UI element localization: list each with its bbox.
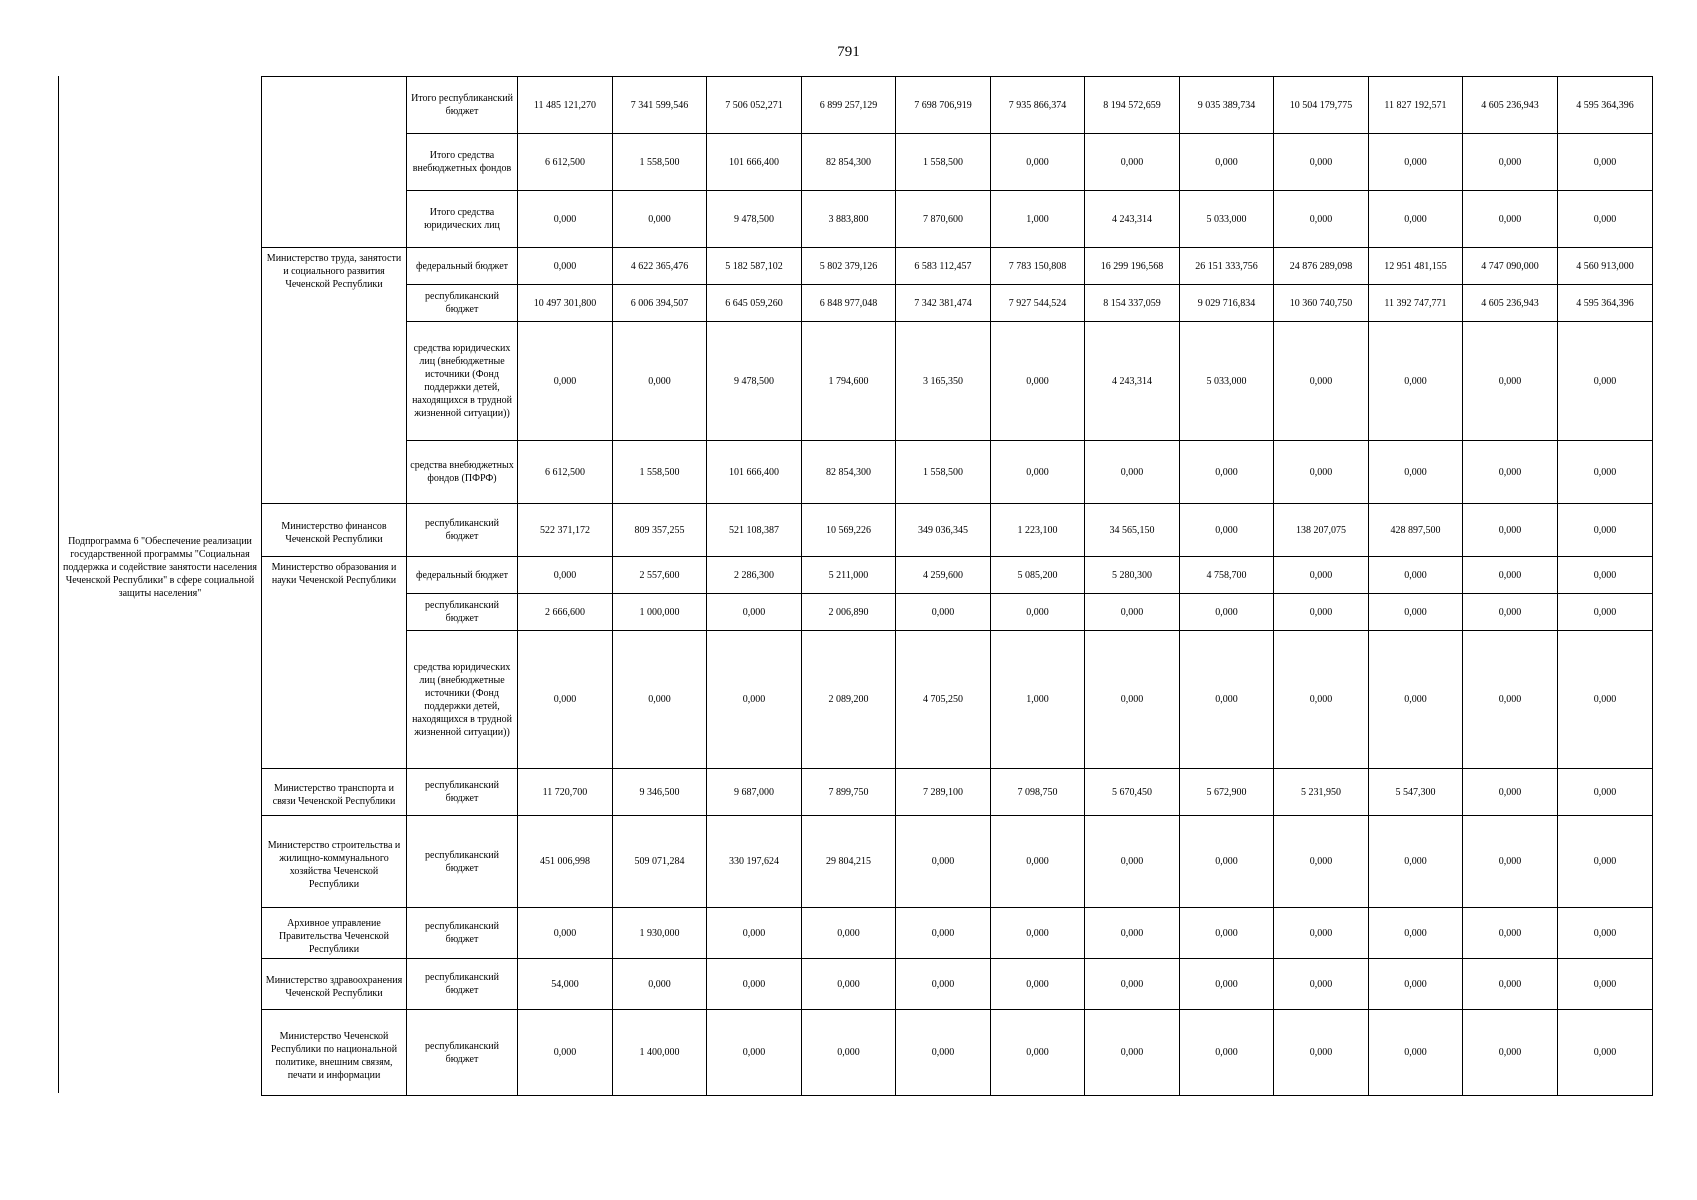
- amount-cell: 0,000: [613, 631, 707, 769]
- amount-cell: 0,000: [613, 191, 707, 248]
- table-row: [262, 631, 1653, 769]
- amount-cell: 6 612,500: [518, 441, 613, 504]
- amount-cell: 0,000: [1274, 1010, 1369, 1096]
- amount-cell: 9 029 716,834: [1180, 285, 1274, 322]
- amount-cell: 0,000: [1558, 594, 1653, 631]
- funding-source-cell: республиканский бюджет: [407, 1010, 518, 1096]
- amount-cell: 2 666,600: [518, 594, 613, 631]
- amount-cell: 0,000: [707, 908, 802, 959]
- amount-cell: 0,000: [991, 594, 1085, 631]
- amount-cell: 7 870,600: [896, 191, 991, 248]
- amount-cell: 0,000: [1085, 594, 1180, 631]
- amount-cell: 11 720,700: [518, 769, 613, 816]
- amount-cell: 0,000: [1369, 191, 1463, 248]
- amount-cell: 0,000: [1558, 631, 1653, 769]
- amount-cell: 0,000: [1463, 322, 1558, 441]
- amount-cell: 0,000: [1558, 557, 1653, 594]
- funding-source-cell: федеральный бюджет: [407, 248, 518, 285]
- amount-cell: 11 392 747,771: [1369, 285, 1463, 322]
- amount-cell: 24 876 289,098: [1274, 248, 1369, 285]
- amount-cell: 0,000: [1463, 1010, 1558, 1096]
- amount-cell: 0,000: [991, 134, 1085, 191]
- amount-cell: 5 211,000: [802, 557, 896, 594]
- amount-cell: 101 666,400: [707, 441, 802, 504]
- amount-cell: 0,000: [1180, 816, 1274, 908]
- amount-cell: 0,000: [707, 631, 802, 769]
- amount-cell: 0,000: [1274, 441, 1369, 504]
- amount-cell: 521 108,387: [707, 504, 802, 557]
- budget-table: [261, 76, 1653, 1096]
- department-cell: Министерство труда, занятости и социального развития Чеченской Республики: [262, 248, 407, 504]
- funding-source-cell: средства юридических лиц (внебюджетные источники (Фонд поддержки детей, находящихся в трудной жизненной ситуации)): [407, 322, 518, 441]
- amount-cell: 29 804,215: [802, 816, 896, 908]
- amount-cell: 1,000: [991, 631, 1085, 769]
- amount-cell: 34 565,150: [1085, 504, 1180, 557]
- amount-cell: 5 182 587,102: [707, 248, 802, 285]
- amount-cell: 1 558,500: [613, 441, 707, 504]
- amount-cell: 0,000: [1463, 441, 1558, 504]
- amount-cell: 0,000: [518, 631, 613, 769]
- amount-cell: 9 478,500: [707, 191, 802, 248]
- amount-cell: 7 783 150,808: [991, 248, 1085, 285]
- amount-cell: 10 497 301,800: [518, 285, 613, 322]
- amount-cell: 0,000: [802, 959, 896, 1010]
- amount-cell: 5 033,000: [1180, 322, 1274, 441]
- department-cell: Министерство Чеченской Республики по национальной политике, внешним связям, печати и информации: [262, 1010, 407, 1096]
- subprogram-label: Подпрограмма 6 "Обеспечение реализации государственной программы "Социальная поддержка и содействие занятости населения Чеченской Республики" в сфере социальной защиты населения": [63, 536, 257, 599]
- amount-cell: 6 006 394,507: [613, 285, 707, 322]
- amount-cell: 1 400,000: [613, 1010, 707, 1096]
- amount-cell: 0,000: [1369, 594, 1463, 631]
- amount-cell: 16 299 196,568: [1085, 248, 1180, 285]
- amount-cell: 0,000: [1558, 134, 1653, 191]
- funding-source-cell: республиканский бюджет: [407, 769, 518, 816]
- amount-cell: 0,000: [707, 1010, 802, 1096]
- amount-cell: 451 006,998: [518, 816, 613, 908]
- amount-cell: 0,000: [1274, 594, 1369, 631]
- department-cell: Министерство транспорта и связи Чеченской Республики: [262, 769, 407, 816]
- amount-cell: 0,000: [1558, 441, 1653, 504]
- department-cell: Архивное управление Правительства Чеченской Республики: [262, 908, 407, 959]
- table-row: [262, 557, 1653, 594]
- amount-cell: 0,000: [1369, 322, 1463, 441]
- amount-cell: 1 930,000: [613, 908, 707, 959]
- department-cell: Министерство строительства и жилищно-коммунального хозяйства Чеченской Республики: [262, 816, 407, 908]
- amount-cell: 4 243,314: [1085, 191, 1180, 248]
- amount-cell: 0,000: [1180, 631, 1274, 769]
- amount-cell: 522 371,172: [518, 504, 613, 557]
- amount-cell: 7 098,750: [991, 769, 1085, 816]
- amount-cell: 9 687,000: [707, 769, 802, 816]
- amount-cell: 4 758,700: [1180, 557, 1274, 594]
- amount-cell: 349 036,345: [896, 504, 991, 557]
- amount-cell: 4 595 364,396: [1558, 77, 1653, 134]
- amount-cell: 0,000: [1274, 959, 1369, 1010]
- amount-cell: 1 558,500: [613, 134, 707, 191]
- amount-cell: 0,000: [991, 1010, 1085, 1096]
- amount-cell: 1 794,600: [802, 322, 896, 441]
- amount-cell: 7 289,100: [896, 769, 991, 816]
- amount-cell: 2 286,300: [707, 557, 802, 594]
- funding-source-cell: федеральный бюджет: [407, 557, 518, 594]
- amount-cell: 8 194 572,659: [1085, 77, 1180, 134]
- funding-source-cell: республиканский бюджет: [407, 908, 518, 959]
- amount-cell: 0,000: [1180, 1010, 1274, 1096]
- amount-cell: 5 085,200: [991, 557, 1085, 594]
- department-cell: Министерство здравоохранения Чеченской Республики: [262, 959, 407, 1010]
- amount-cell: 7 341 599,546: [613, 77, 707, 134]
- table-row: [262, 816, 1653, 908]
- amount-cell: 5 672,900: [1180, 769, 1274, 816]
- amount-cell: 0,000: [1463, 134, 1558, 191]
- amount-cell: 4 747 090,000: [1463, 248, 1558, 285]
- amount-cell: 11 485 121,270: [518, 77, 613, 134]
- funding-source-cell: Итого средства внебюджетных фондов: [407, 134, 518, 191]
- amount-cell: 0,000: [1274, 631, 1369, 769]
- amount-cell: 0,000: [1558, 908, 1653, 959]
- amount-cell: 0,000: [1463, 191, 1558, 248]
- amount-cell: 0,000: [1180, 908, 1274, 959]
- amount-cell: 1 000,000: [613, 594, 707, 631]
- amount-cell: 4 605 236,943: [1463, 77, 1558, 134]
- amount-cell: 0,000: [896, 594, 991, 631]
- amount-cell: 0,000: [1558, 1010, 1653, 1096]
- amount-cell: 0,000: [896, 908, 991, 959]
- amount-cell: 7 927 544,524: [991, 285, 1085, 322]
- left-border-rule: [58, 76, 59, 1093]
- amount-cell: 7 342 381,474: [896, 285, 991, 322]
- amount-cell: 6 848 977,048: [802, 285, 896, 322]
- amount-cell: 6 583 112,457: [896, 248, 991, 285]
- table-row: [262, 769, 1653, 816]
- amount-cell: 12 951 481,155: [1369, 248, 1463, 285]
- amount-cell: 0,000: [1180, 441, 1274, 504]
- amount-cell: 3 883,800: [802, 191, 896, 248]
- table-row: [262, 285, 1653, 322]
- amount-cell: 0,000: [518, 191, 613, 248]
- amount-cell: 0,000: [1369, 816, 1463, 908]
- funding-source-cell: Итого республиканский бюджет: [407, 77, 518, 134]
- amount-cell: 0,000: [1463, 959, 1558, 1010]
- amount-cell: 0,000: [1463, 908, 1558, 959]
- amount-cell: 0,000: [991, 322, 1085, 441]
- amount-cell: 428 897,500: [1369, 504, 1463, 557]
- amount-cell: 6 645 059,260: [707, 285, 802, 322]
- amount-cell: 0,000: [518, 557, 613, 594]
- amount-cell: 4 560 913,000: [1558, 248, 1653, 285]
- amount-cell: 0,000: [1180, 594, 1274, 631]
- table-row: [262, 77, 1653, 134]
- funding-source-cell: республиканский бюджет: [407, 594, 518, 631]
- funding-source-cell: республиканский бюджет: [407, 504, 518, 557]
- amount-cell: 1 558,500: [896, 134, 991, 191]
- amount-cell: 9 346,500: [613, 769, 707, 816]
- funding-source-cell: Итого средства юридических лиц: [407, 191, 518, 248]
- amount-cell: 4 705,250: [896, 631, 991, 769]
- amount-cell: 330 197,624: [707, 816, 802, 908]
- amount-cell: 0,000: [1463, 631, 1558, 769]
- amount-cell: 0,000: [1369, 441, 1463, 504]
- amount-cell: 0,000: [1274, 191, 1369, 248]
- amount-cell: 0,000: [1180, 134, 1274, 191]
- amount-cell: 0,000: [1085, 959, 1180, 1010]
- table-row: [262, 134, 1653, 191]
- amount-cell: 5 280,300: [1085, 557, 1180, 594]
- department-cell: Министерство образования и науки Чеченской Республики: [262, 557, 407, 769]
- amount-cell: 5 670,450: [1085, 769, 1180, 816]
- amount-cell: 0,000: [1463, 594, 1558, 631]
- amount-cell: 6 612,500: [518, 134, 613, 191]
- amount-cell: 0,000: [896, 1010, 991, 1096]
- amount-cell: 0,000: [707, 594, 802, 631]
- amount-cell: 0,000: [1085, 134, 1180, 191]
- amount-cell: 0,000: [1085, 441, 1180, 504]
- amount-cell: 0,000: [802, 908, 896, 959]
- amount-cell: 26 151 333,756: [1180, 248, 1274, 285]
- amount-cell: 0,000: [518, 322, 613, 441]
- amount-cell: 0,000: [1274, 557, 1369, 594]
- amount-cell: 0,000: [1558, 322, 1653, 441]
- amount-cell: 0,000: [1558, 769, 1653, 816]
- amount-cell: 1 223,100: [991, 504, 1085, 557]
- table-row: [262, 441, 1653, 504]
- amount-cell: 5 802 379,126: [802, 248, 896, 285]
- table-row: [262, 959, 1653, 1010]
- amount-cell: 0,000: [613, 322, 707, 441]
- amount-cell: 82 854,300: [802, 134, 896, 191]
- amount-cell: 10 504 179,775: [1274, 77, 1369, 134]
- amount-cell: 82 854,300: [802, 441, 896, 504]
- amount-cell: 0,000: [1369, 959, 1463, 1010]
- table-row: [262, 504, 1653, 557]
- amount-cell: 0,000: [1180, 959, 1274, 1010]
- funding-source-cell: средства внебюджетных фондов (ПФРФ): [407, 441, 518, 504]
- table-row: [262, 594, 1653, 631]
- amount-cell: 7 935 866,374: [991, 77, 1085, 134]
- amount-cell: 7 506 052,271: [707, 77, 802, 134]
- amount-cell: 5 033,000: [1180, 191, 1274, 248]
- table-row: [262, 1010, 1653, 1096]
- amount-cell: 0,000: [991, 441, 1085, 504]
- amount-cell: 0,000: [991, 816, 1085, 908]
- amount-cell: 7 698 706,919: [896, 77, 991, 134]
- amount-cell: 0,000: [896, 816, 991, 908]
- amount-cell: 0,000: [1274, 816, 1369, 908]
- amount-cell: 0,000: [1085, 908, 1180, 959]
- amount-cell: 5 547,300: [1369, 769, 1463, 816]
- amount-cell: 0,000: [1369, 557, 1463, 594]
- amount-cell: 0,000: [707, 959, 802, 1010]
- amount-cell: 0,000: [1558, 504, 1653, 557]
- budget-table-body: [262, 77, 1653, 1096]
- amount-cell: 5 231,950: [1274, 769, 1369, 816]
- amount-cell: 0,000: [1558, 816, 1653, 908]
- amount-cell: 0,000: [1369, 1010, 1463, 1096]
- department-cell: [262, 77, 407, 248]
- amount-cell: 0,000: [1085, 631, 1180, 769]
- amount-cell: 2 006,890: [802, 594, 896, 631]
- amount-cell: 0,000: [1274, 908, 1369, 959]
- amount-cell: 809 357,255: [613, 504, 707, 557]
- funding-source-cell: республиканский бюджет: [407, 959, 518, 1010]
- amount-cell: 11 827 192,571: [1369, 77, 1463, 134]
- amount-cell: 10 360 740,750: [1274, 285, 1369, 322]
- amount-cell: 0,000: [802, 1010, 896, 1096]
- amount-cell: 101 666,400: [707, 134, 802, 191]
- amount-cell: 1 558,500: [896, 441, 991, 504]
- amount-cell: 9 478,500: [707, 322, 802, 441]
- amount-cell: 0,000: [1369, 908, 1463, 959]
- funding-source-cell: республиканский бюджет: [407, 285, 518, 322]
- amount-cell: 0,000: [613, 959, 707, 1010]
- amount-cell: 0,000: [518, 908, 613, 959]
- funding-source-cell: республиканский бюджет: [407, 816, 518, 908]
- table-row: [262, 322, 1653, 441]
- amount-cell: 0,000: [1274, 322, 1369, 441]
- amount-cell: 0,000: [991, 959, 1085, 1010]
- amount-cell: 0,000: [1558, 191, 1653, 248]
- table-row: [262, 191, 1653, 248]
- funding-source-cell: средства юридических лиц (внебюджетные источники (Фонд поддержки детей, находящихся в трудной жизненной ситуации)): [407, 631, 518, 769]
- amount-cell: 0,000: [1463, 557, 1558, 594]
- department-cell: Министерство финансов Чеченской Республики: [262, 504, 407, 557]
- amount-cell: 0,000: [896, 959, 991, 1010]
- amount-cell: 4 243,314: [1085, 322, 1180, 441]
- amount-cell: 0,000: [1274, 134, 1369, 191]
- amount-cell: 54,000: [518, 959, 613, 1010]
- amount-cell: 0,000: [1463, 769, 1558, 816]
- amount-cell: 0,000: [1558, 959, 1653, 1010]
- amount-cell: 4 622 365,476: [613, 248, 707, 285]
- amount-cell: 4 595 364,396: [1558, 285, 1653, 322]
- amount-cell: 0,000: [1463, 816, 1558, 908]
- amount-cell: 8 154 337,059: [1085, 285, 1180, 322]
- amount-cell: 0,000: [1085, 816, 1180, 908]
- amount-cell: 3 165,350: [896, 322, 991, 441]
- page-number: 791: [837, 44, 860, 60]
- amount-cell: 0,000: [991, 908, 1085, 959]
- amount-cell: 9 035 389,734: [1180, 77, 1274, 134]
- amount-cell: 0,000: [1369, 631, 1463, 769]
- table-row: [262, 908, 1653, 959]
- amount-cell: 0,000: [1369, 134, 1463, 191]
- amount-cell: 138 207,075: [1274, 504, 1369, 557]
- amount-cell: 1,000: [991, 191, 1085, 248]
- amount-cell: 0,000: [1180, 504, 1274, 557]
- amount-cell: 4 259,600: [896, 557, 991, 594]
- amount-cell: 6 899 257,129: [802, 77, 896, 134]
- amount-cell: 10 569,226: [802, 504, 896, 557]
- amount-cell: 2 557,600: [613, 557, 707, 594]
- amount-cell: 2 089,200: [802, 631, 896, 769]
- table-row: [262, 248, 1653, 285]
- amount-cell: 7 899,750: [802, 769, 896, 816]
- amount-cell: 509 071,284: [613, 816, 707, 908]
- amount-cell: 0,000: [1085, 1010, 1180, 1096]
- amount-cell: 4 605 236,943: [1463, 285, 1558, 322]
- amount-cell: 0,000: [518, 248, 613, 285]
- amount-cell: 0,000: [1463, 504, 1558, 557]
- amount-cell: 0,000: [518, 1010, 613, 1096]
